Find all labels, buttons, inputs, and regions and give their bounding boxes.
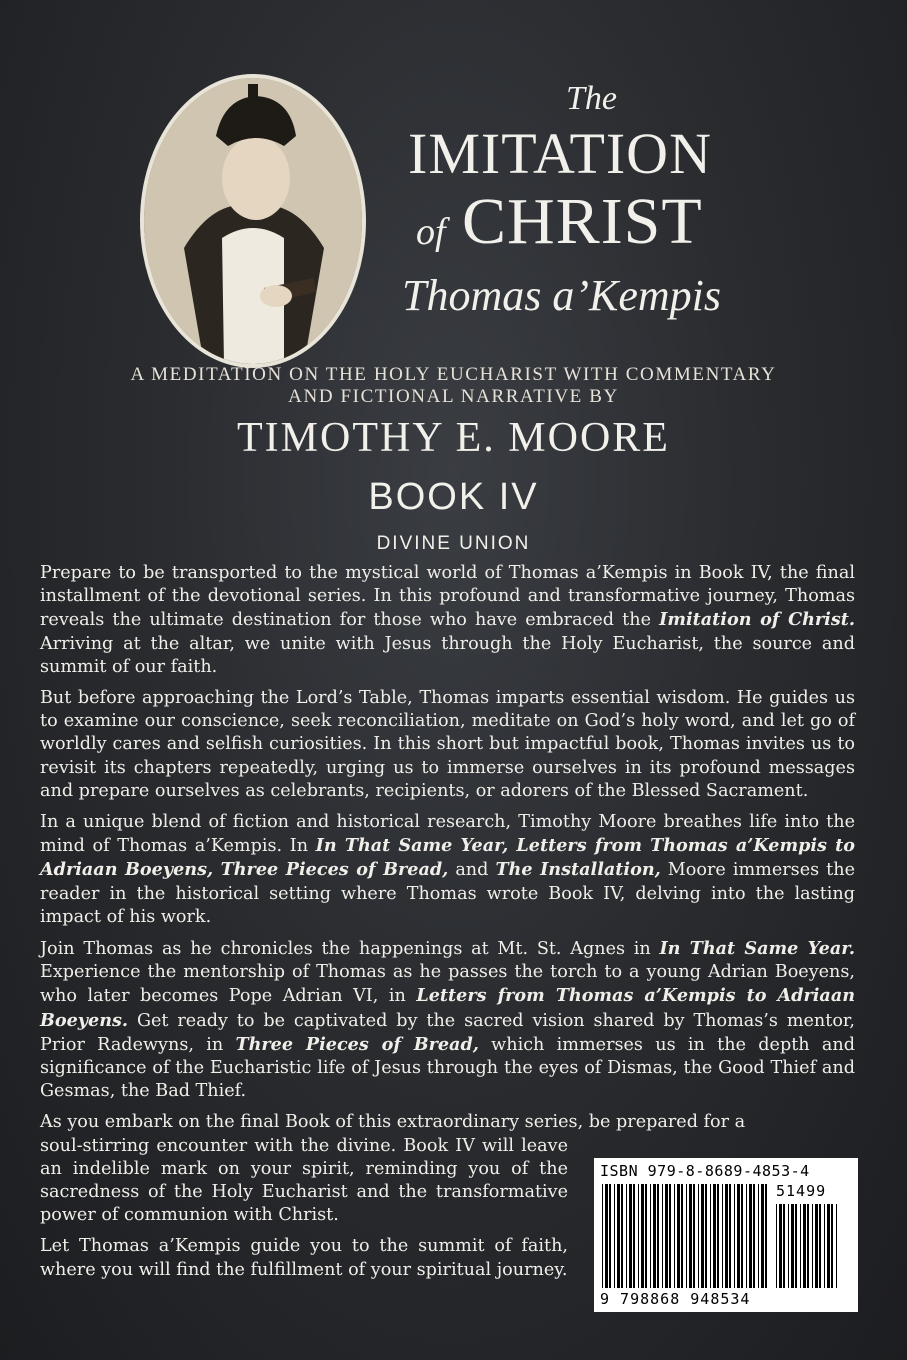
paragraph-2: But before approaching the Lord’s Table, Thomas imparts essential wisdom. He guides us to examine our conscience, seek reconciliation, meditate on God’s holy word, and let go of worldly cares and selfish curiosities. In this short but impactful book, Thomas invites us to revisit its chapters repeatedly, urging us to immerse ourselves in its profound messages and prepare ourselves as celebrants, recipients, or adorers of the Blessed Sacrament. bbox=[40, 688, 855, 801]
p4-emphasis-f: Three Pieces of Bread, bbox=[235, 1033, 479, 1055]
p3-text-a: In a unique blend of fiction and historical research, Timothy Moore breathes life into the mind of Thomas a’Kempis. In bbox=[40, 812, 855, 857]
portrait-illustration bbox=[144, 78, 362, 364]
paragraph-4 bbox=[40, 937, 855, 1103]
price-barcode bbox=[776, 1204, 840, 1288]
price-code: 51499 bbox=[776, 1182, 827, 1200]
title-of: of bbox=[416, 211, 446, 253]
byline: TIMOTHY E. MOORE bbox=[237, 415, 670, 461]
isbn-label: ISBN 979-8-8689-4853-4 bbox=[600, 1162, 810, 1180]
p1-emphasis: Imitation of Christ. bbox=[659, 609, 855, 631]
p1-text-c: Arriving at the altar, we unite with Jesus through the Holy Eucharist, the source and summit of our faith. bbox=[40, 633, 855, 677]
book-number: BOOK IV bbox=[368, 476, 539, 518]
title-christ: CHRIST bbox=[462, 185, 703, 258]
subtitle-line-2: AND FICTIONAL NARRATIVE BY bbox=[288, 386, 619, 407]
p4-text-g: which immerses us in the depth and significance of the Eucharistic life of Jesus through the eyes of Dismas, the Good Thief and Gesmas, the Bad Thief. bbox=[40, 1034, 855, 1102]
p3-emphasis-d: The Installation, bbox=[495, 859, 661, 881]
title-imitation: IMITATION bbox=[408, 121, 712, 186]
paragraph-5-line-1: As you embark on the final Book of this extraordinary series, be prepared for a bbox=[40, 1112, 746, 1133]
p4-text-a: Join Thomas as he chronicles the happenings at Mt. St. Agnes in bbox=[40, 939, 660, 960]
p4-text-c: Experience the mentorship of Thomas as he passes the torch to a young Adrian Boeyens, who later becomes Pope Adrian VI, in bbox=[40, 962, 855, 1007]
subtitle bbox=[40, 364, 867, 408]
p4-text-e: Get ready to be captivated by the sacred vision shared by Thomas’s mentor, Prior Radewyns, in bbox=[40, 1010, 855, 1055]
p1-text-a: Prepare to be transported to the mystical world of Thomas a’Kempis in Book IV, the final installment of the devotional series. In this profound and transformative journey, Thomas reveals the ultimate destination for those who have embraced the bbox=[40, 563, 855, 631]
p3-text-c: and bbox=[448, 860, 496, 881]
p3-emphasis-b: In That Same Year, Letters from Thomas a’Kempis to Adriaan Boeyens, Three Pieces of Bread, bbox=[40, 835, 855, 881]
title-author: Thomas a’Kempis bbox=[402, 271, 722, 320]
paragraph-5-rest: soul-stirring encounter with the divine. Book IV will leave an indelible mark on your spirit, reminding you of the sacredness of the Holy Eucharist and the transformative power of communion with Christ. bbox=[40, 1135, 568, 1226]
p3-text-e: Moore immerses the reader in the historical setting where Thomas wrote Book IV, delving into the lasting impact of his work. bbox=[40, 860, 855, 927]
barcode-box bbox=[594, 1158, 858, 1312]
ean-digits: 9 798868 948534 bbox=[600, 1290, 751, 1308]
book-subtitle: DIVINE UNION bbox=[376, 533, 531, 554]
paragraph-6: Let Thomas a’Kempis guide you to the summit of faith, where you will find the fulfillment of your spiritual journey. bbox=[40, 1236, 568, 1280]
ean-barcode bbox=[602, 1184, 768, 1288]
title-the: The bbox=[566, 80, 617, 117]
subtitle-line-1: A MEDITATION ON THE HOLY EUCHARIST WITH COMMENTARY bbox=[130, 364, 777, 385]
paragraph-3 bbox=[40, 811, 855, 929]
p4-emphasis-d: Letters from Thomas a’Kempis to Adriaan Boeyens. bbox=[40, 985, 856, 1031]
p4-emphasis-b: In That Same Year. bbox=[659, 938, 856, 960]
paragraph-1 bbox=[40, 562, 855, 679]
author-portrait bbox=[140, 74, 366, 368]
